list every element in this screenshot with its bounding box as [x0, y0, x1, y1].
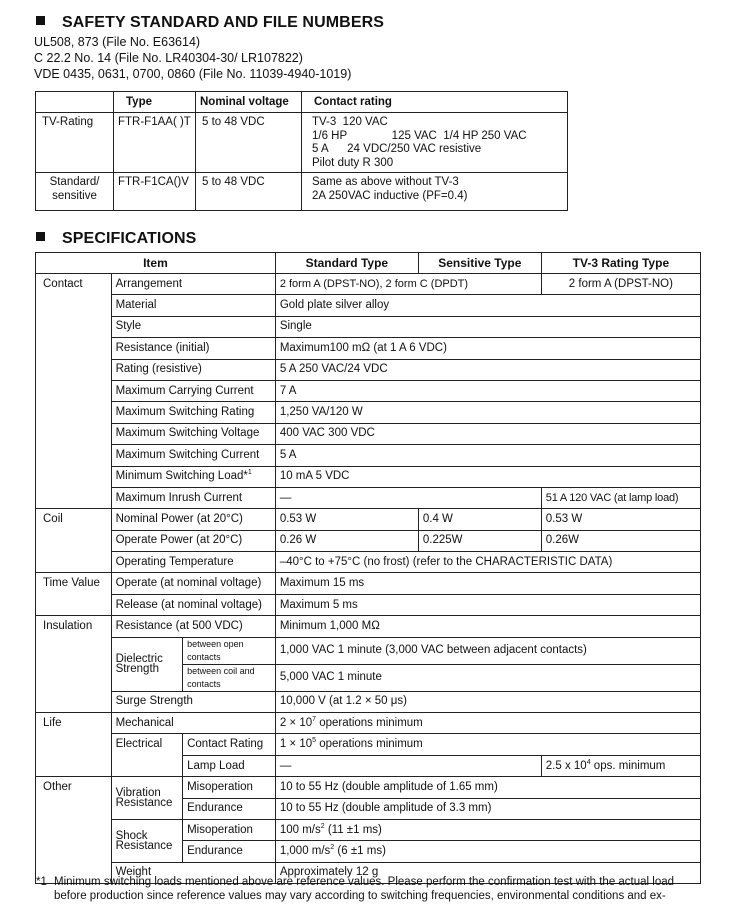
item-label: Electrical — [111, 734, 183, 777]
sensitive-type-header: Sensitive Type — [418, 253, 541, 274]
item-sublabel: Contact Rating — [183, 734, 276, 755]
item-value: 5,000 VAC 1 minute — [275, 664, 700, 691]
item-value: Approximately 12 g — [275, 862, 700, 883]
item-value: Maximum 15 ms — [275, 573, 700, 594]
item-value-tv3: 0.26W — [541, 530, 700, 551]
safety-line: VDE 0435, 0631, 0700, 0860 (File No. 11039-4940-1019) — [34, 67, 352, 81]
spec-row — [36, 616, 701, 637]
safety-line: UL508, 873 (File No. E63614) — [34, 35, 201, 49]
safety-voltage: 5 to 48 VDC — [196, 113, 302, 173]
item-label: Nominal Power (at 20°C) — [111, 509, 275, 530]
spec-row — [36, 713, 701, 734]
item-value: 10,000 V (at 1.2 × 50 μs) — [275, 691, 700, 712]
item-label: Material — [111, 295, 275, 316]
safety-table — [35, 91, 568, 211]
item-value: 1,000 $m/s^2$ (6 ±1 ms) — [275, 841, 700, 862]
safety-title: SAFETY STANDARD AND FILE NUMBERS — [36, 14, 384, 32]
spec-row — [36, 509, 701, 530]
group-coil: Coil — [36, 509, 112, 573]
specs-title: SPECIFICATIONS — [36, 230, 196, 248]
item-label-shock: Shock Resistance — [111, 819, 183, 862]
item-label: Weight — [111, 862, 275, 883]
spec-row — [36, 445, 701, 466]
group-insulation: Insulation — [36, 616, 112, 713]
group-time-value: Time Value — [36, 573, 112, 616]
item-value: 10 mA 5 VDC — [275, 466, 700, 487]
item-label: Surge Strength — [111, 691, 275, 712]
item-label: Arrangement — [111, 274, 275, 295]
item-label: Operate Power (at 20°C) — [111, 530, 275, 551]
item-label: Maximum Switching Current — [111, 445, 275, 466]
item-sublabel: Lamp Load — [183, 755, 276, 776]
item-value-standard: 0.26 W — [275, 530, 418, 551]
safety-header-cell — [36, 92, 114, 113]
item-value-sensitive: 0.225W — [418, 530, 541, 551]
safety-category: TV-Rating — [36, 113, 114, 173]
item-sublabel: Misoperation — [183, 777, 276, 798]
spec-row — [36, 734, 701, 755]
spec-row — [36, 338, 701, 359]
item-value: –40°C to +75°C (no frost) (refer to the CHARACTERISTIC DATA) — [275, 552, 700, 573]
footnote-mark: *1 — [36, 876, 47, 888]
item-value-tv3: 2 form A (DPST-NO) — [541, 274, 700, 295]
item-label: Maximum Carrying Current — [111, 380, 275, 401]
spec-row — [36, 594, 701, 615]
item-value: Single — [275, 316, 700, 337]
item-value: $2 \times 10^7$ operations minimum — [275, 713, 700, 734]
safety-voltage: 5 to 48 VDC — [196, 173, 302, 211]
spec-row — [36, 487, 701, 508]
safety-line: C 22.2 No. 14 (File No. LR40304-30/ LR107822) — [34, 51, 303, 65]
item-value: 10 to 55 Hz (double amplitude of 3.3 mm) — [275, 798, 700, 819]
footnote-ref: 1 — [247, 469, 252, 477]
item-value: 7 A — [275, 380, 700, 401]
group-life: Life — [36, 713, 112, 777]
item-label: Resistance (at 500 VDC) — [111, 616, 275, 637]
item-label: Maximum Switching Rating — [111, 402, 275, 423]
item-sublabel: Endurance — [183, 798, 276, 819]
item-value: Maximum100 mΩ (at 1 A 6 VDC) — [275, 338, 700, 359]
spec-header-row — [36, 253, 701, 274]
safety-header-cell: Type — [114, 92, 196, 113]
tv3-type-header: TV-3 Rating Type — [541, 253, 700, 274]
safety-rating: Same as above without TV-3 2A 250VAC inductive (PF=0.4) — [302, 173, 568, 211]
bullet-square-icon — [36, 16, 45, 25]
spec-row — [36, 777, 701, 798]
item-sublabel: between coil and contacts — [183, 664, 276, 691]
spec-row — [36, 359, 701, 380]
item-label: Resistance (initial) — [111, 338, 275, 359]
item-value-standard: 0.53 W — [275, 509, 418, 530]
safety-header-row — [36, 92, 568, 113]
item-value: 1,000 VAC 1 minute (3,000 VAC between adjacent contacts) — [275, 637, 700, 664]
item-label-dielectric: Dielectric Strength — [111, 637, 183, 691]
item-value-tv3: 2.5 x $10^4$ ops. minimum — [541, 755, 700, 776]
item-value: 10 to 55 Hz (double amplitude of 1.65 mm) — [275, 777, 700, 798]
item-label: Mechanical — [111, 713, 275, 734]
item-value: $1 \times 10^5$ operations minimum — [275, 734, 700, 755]
item-value: — — [275, 487, 541, 508]
safety-row — [36, 113, 568, 173]
item-label: Style — [111, 316, 275, 337]
item-value-tv3: 51 A 120 VAC (at lamp load) — [541, 487, 700, 508]
item-sublabel: Endurance — [183, 841, 276, 862]
item-label: Rating (resistive) — [111, 359, 275, 380]
item-value: 5 A 250 VAC/24 VDC — [275, 359, 700, 380]
item-value: Maximum 5 ms — [275, 594, 700, 615]
item-value: 2 form A (DPST-NO), 2 form C (DPDT) — [275, 274, 541, 295]
group-other: Other — [36, 777, 112, 884]
spec-table — [35, 252, 701, 884]
spec-row — [36, 466, 701, 487]
item-value-tv3: 0.53 W — [541, 509, 700, 530]
spec-row — [36, 274, 701, 295]
spec-row — [36, 423, 701, 444]
item-header: Item — [36, 253, 276, 274]
safety-type: FTR-F1AA( )T — [114, 113, 196, 173]
item-label: Maximum Switching Voltage — [111, 423, 275, 444]
safety-header-cell: Nominal voltage — [196, 92, 302, 113]
safety-type: FTR-F1CA()V — [114, 173, 196, 211]
standard-type-header: Standard Type — [275, 253, 418, 274]
safety-rating: TV-3 120 VAC 1/6 HP 125 VAC 1/4 HP 250 VAC 5 A 24 VDC/250 VAC resistive Pilot duty R 300 — [302, 113, 568, 173]
item-value-sensitive: 0.4 W — [418, 509, 541, 530]
item-label: Release (at nominal voltage) — [111, 594, 275, 615]
spec-row — [36, 552, 701, 573]
group-contact: Contact — [36, 274, 112, 509]
item-sublabel: Misoperation — [183, 819, 276, 840]
spec-row — [36, 530, 701, 551]
item-value: Gold plate silver alloy — [275, 295, 700, 316]
item-label: Operate (at nominal voltage) — [111, 573, 275, 594]
spec-row — [36, 295, 701, 316]
spec-row — [36, 573, 701, 594]
item-value: 400 VAC 300 VDC — [275, 423, 700, 444]
item-value: 5 A — [275, 445, 700, 466]
footnote-text: Minimum switching loads mentioned above are reference values. Please perform the confirmation test with the actual load before production since reference values may vary according to switching frequencies, environmental conditions and ex- — [54, 876, 675, 902]
bullet-square-icon — [36, 232, 45, 241]
item-value: — — [275, 755, 541, 776]
safety-header-cell: Contact rating — [302, 92, 568, 113]
item-sublabel: between open contacts — [183, 637, 276, 664]
item-label: Operating Temperature — [111, 552, 275, 573]
safety-category: Standard/ sensitive — [36, 173, 114, 211]
item-label: Minimum Switching Load*$^1$ — [111, 466, 275, 487]
spec-row — [36, 819, 701, 840]
item-value: Minimum 1,000 MΩ — [275, 616, 700, 637]
safety-row — [36, 173, 568, 211]
item-value: 100 $m/s^2$ (11 ±1 ms) — [275, 819, 700, 840]
spec-row — [36, 402, 701, 423]
item-label: Maximum Inrush Current — [111, 487, 275, 508]
item-value: 1,250 VA/120 W — [275, 402, 700, 423]
spec-row — [36, 637, 701, 664]
item-label-vibration: Vibration Resistance — [111, 777, 183, 820]
spec-row — [36, 316, 701, 337]
spec-row — [36, 380, 701, 401]
spec-row — [36, 691, 701, 712]
